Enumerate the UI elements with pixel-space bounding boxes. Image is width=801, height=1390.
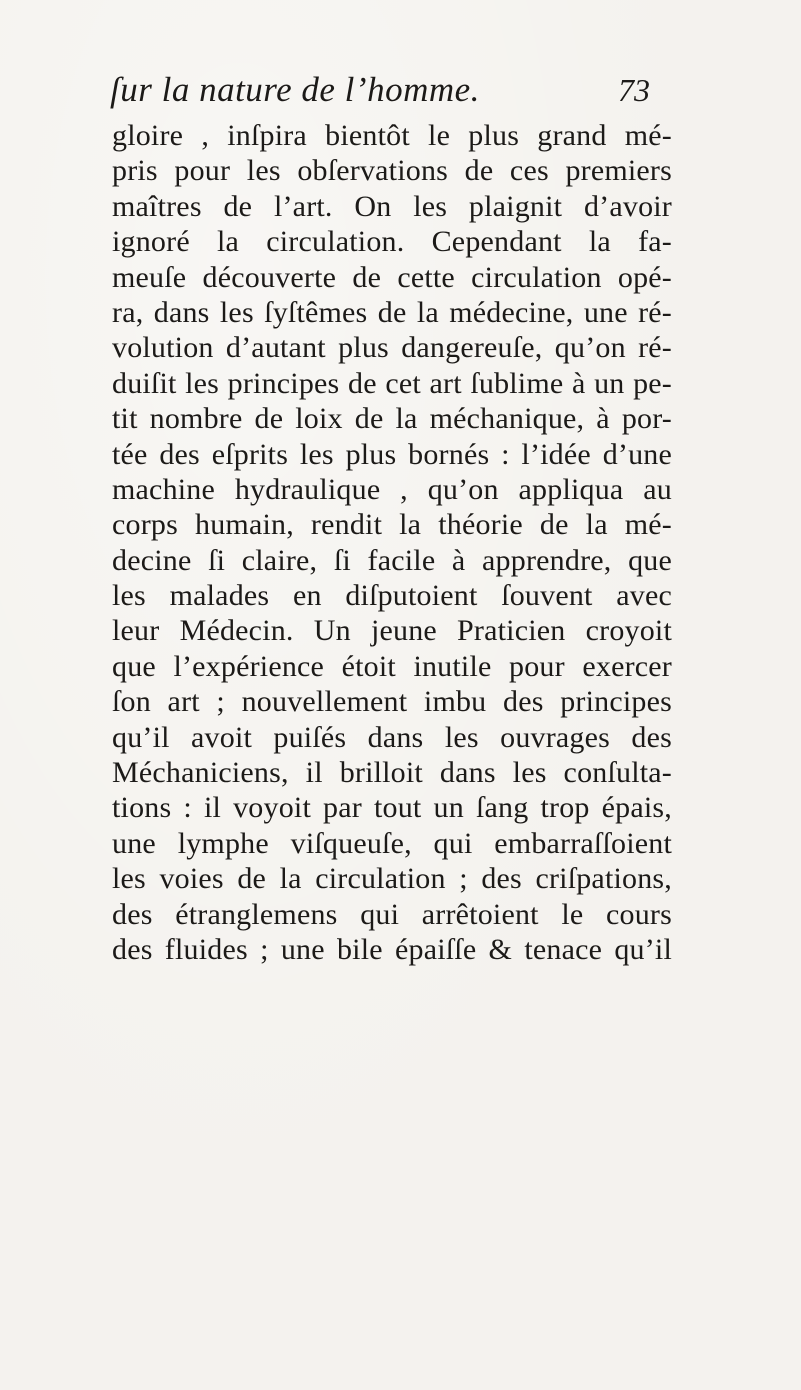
text-line: gloire , inſpira bientôt le plus grand mé- [112,119,672,152]
text-line: qu’il avoit puiſés dans les ouvrages des [112,720,672,754]
text-line: ignoré la circulation. Cependant la fa- [112,225,672,259]
text-line: des fluides ; une bile épaiſſe & tenace qu’il [112,932,672,966]
text-line: volution d’autant plus dangereuſe, qu’on ré- [112,331,672,365]
page-number: 73 [618,72,650,108]
text-line: les voies de la circulation ; des criſpations, [112,862,672,896]
text-line: pris pour les obſervations de ces premiers [112,154,672,188]
text-line: leur Médecin. Un jeune Praticien croyoit [112,614,672,648]
text-line: les malades en diſputoient ſouvent avec [112,579,672,613]
text-line: une lymphe viſqueuſe, qui embarraſſoient [112,826,672,860]
text-line: maîtres de l’art. On les plaignit d’avoir [112,189,672,223]
text-line: Méchaniciens, il brilloit dans les conſulta- [112,756,672,790]
text-line: tée des eſprits les plus bornés : l’idée d’une [112,437,672,471]
running-title: ſur la nature de l’homme. [110,70,480,109]
body-text [112,118,672,967]
text-line: meuſe découverte de cette circulation opé- [112,260,672,294]
text-line: ſon art ; nouvellement imbu des principes [112,685,672,719]
text-line: tions : il voyoit par tout un ſang trop épais, [112,791,672,825]
text-line: ra, dans les ſyſtêmes de la médecine, une ré- [112,295,672,329]
text-line: duiſit les principes de cet art ſublime à un pe- [112,366,672,400]
text-line: des étranglemens qui arrêtoient le cours [112,897,672,931]
text-line: que l’expérience étoit inutile pour exercer [112,649,672,683]
text-line: corps humain, rendit la théorie de la mé- [112,508,672,542]
text-line: machine hydraulique , qu’on appliqua au [112,472,672,506]
text-line: decine ſi claire, ſi facile à apprendre, que [112,543,672,577]
text-line: tit nombre de loix de la méchanique, à por- [112,402,672,436]
page-header [110,70,650,114]
